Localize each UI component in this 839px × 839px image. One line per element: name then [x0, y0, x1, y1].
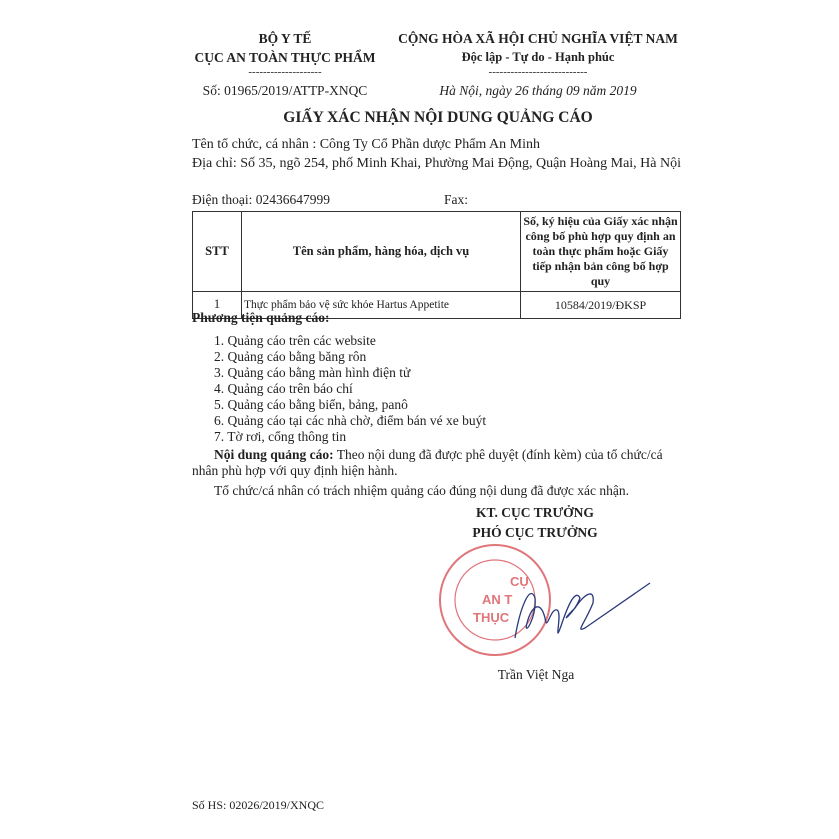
right-divider: ---------------------------	[488, 66, 588, 78]
document-title: GIẤY XÁC NHẬN NỘI DUNG QUẢNG CÁO	[283, 109, 593, 126]
cell-stt: 1	[193, 292, 242, 319]
left-divider: --------------------	[248, 66, 322, 78]
phone: Điện thoại: 02436647999	[192, 192, 330, 207]
sign-title-2: PHÓ CỤC TRƯỞNG	[472, 525, 598, 540]
cell-certificate: 10584/2019/ĐKSP	[521, 292, 681, 319]
media-item: 3. Quảng cáo bằng màn hình điện tử	[214, 365, 411, 380]
header-product: Tên sản phẩm, hàng hóa, dịch vụ	[242, 212, 521, 292]
document-date: Hà Nội, ngày 26 tháng 09 năm 2019	[439, 83, 637, 98]
signer-name: Trần Việt Nga	[497, 667, 575, 682]
media-item: 2. Quảng cáo bằng băng rôn	[214, 349, 367, 364]
ministry: BỘ Y TẾ	[258, 31, 312, 46]
content-text-cont: nhân phù hợp với quy định hiện hành.	[192, 463, 398, 478]
fax: Fax:	[444, 192, 469, 207]
agency: CỤC AN TOÀN THỰC PHẨM	[194, 50, 376, 65]
content-label: Nội dung quảng cáo:	[214, 447, 334, 462]
media-item: 7. Tờ rơi, cổng thông tin	[214, 429, 347, 444]
header-stt: STT	[193, 212, 242, 292]
product-table	[192, 211, 681, 319]
signature-icon	[515, 583, 650, 638]
organization: Tên tổ chức, cá nhân : Công Ty Cổ Phần dược Phẩm An Minh	[192, 137, 540, 152]
stamp-and-signature	[435, 538, 665, 668]
header-certificate: Số, ký hiệu của Giấy xác nhận công bố phù hợp quy định an toàn thực phẩm hoặc Giấy tiếp nhận bản công bố hợp quy	[521, 212, 681, 292]
motto: Độc lập - Tự do - Hạnh phúc	[461, 50, 615, 64]
svg-text:THỤC: THỤC	[473, 610, 510, 625]
content-text: Theo nội dung đã được phê duyệt (đính kèm) của tổ chức/cá	[333, 447, 663, 462]
media-item: 1. Quảng cáo trên các website	[214, 333, 376, 348]
media-heading: Phương tiện quảng cáo:	[192, 310, 330, 325]
table-header-row	[193, 212, 681, 292]
cell-product: Thực phẩm bảo vệ sức khỏe Hartus Appetite	[242, 292, 521, 319]
responsibility: Tổ chức/cá nhân có trách nhiệm quảng cáo đúng nội dung đã được xác nhận.	[214, 483, 630, 498]
file-number: Số HS: 02026/2019/XNQC	[192, 798, 325, 812]
svg-text:AN T: AN T	[482, 592, 513, 607]
media-item: 6. Quảng cáo tại các nhà chờ, điểm bán vé xe buýt	[214, 413, 487, 428]
sign-title-1: KT. CỤC TRƯỞNG	[476, 505, 594, 520]
svg-text:CỤ: CỤ	[510, 574, 529, 589]
stamp-icon	[440, 545, 550, 655]
country-name: CỘNG HÒA XÃ HỘI CHỦ NGHĨA VIỆT NAM	[398, 31, 678, 46]
document-number: Số: 01965/2019/ATTP-XNQC	[202, 83, 368, 98]
media-item: 4. Quảng cáo trên báo chí	[214, 381, 353, 396]
address: Địa chỉ: Số 35, ngõ 254, phố Minh Khai, Phường Mai Động, Quận Hoàng Mai, Hà Nội	[192, 156, 682, 171]
media-item: 5. Quảng cáo bằng biển, bảng, panô	[214, 397, 408, 412]
content-line	[214, 448, 663, 462]
